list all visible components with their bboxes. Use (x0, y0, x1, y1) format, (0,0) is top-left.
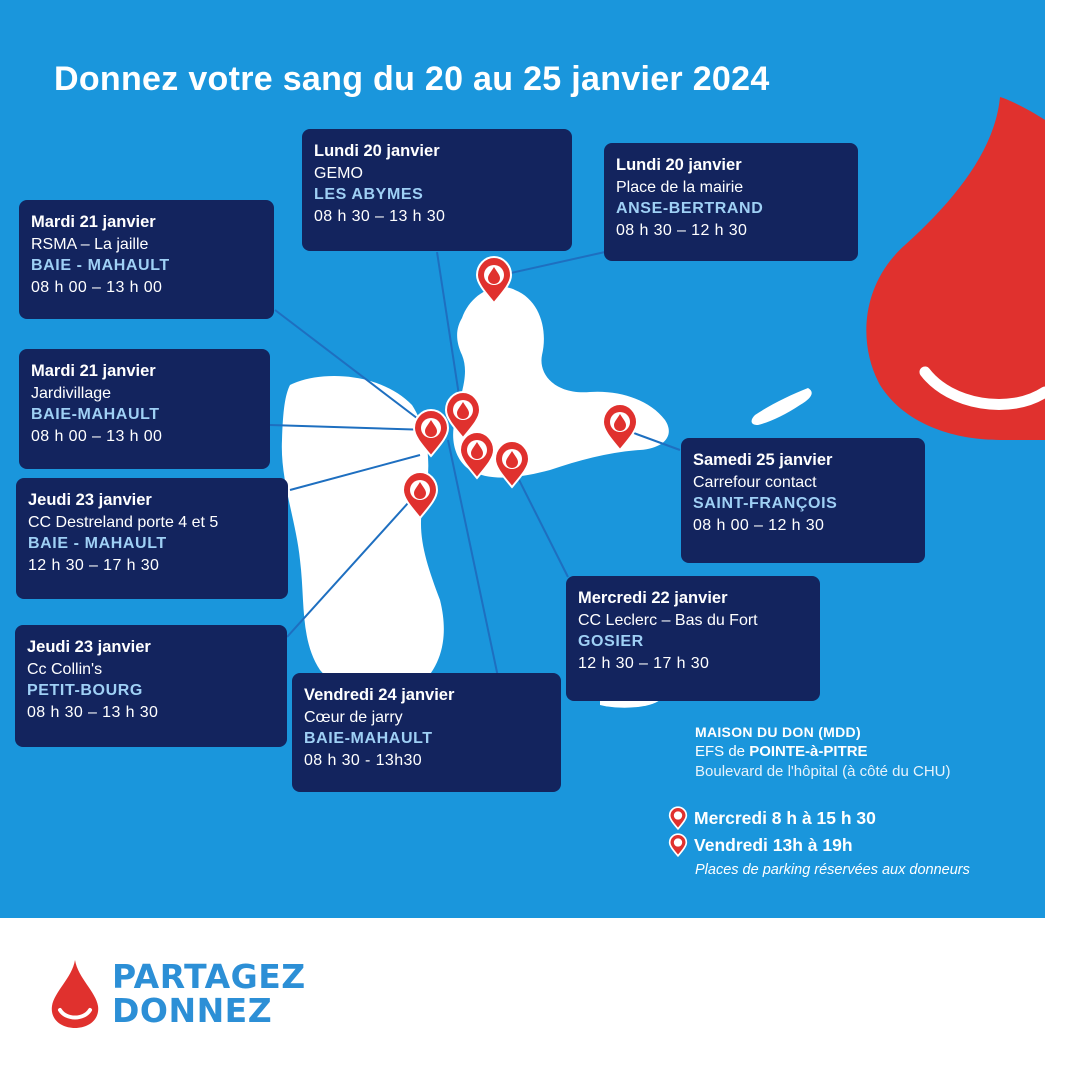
island-desirade (752, 388, 812, 425)
logo-line: PARTAGEZ (112, 957, 306, 996)
session-day: Lundi 20 janvier (314, 142, 440, 160)
map-pin-icon (668, 806, 688, 830)
maison-du-don-info (695, 722, 951, 782)
session-day: Samedi 25 janvier (693, 451, 833, 469)
big-blood-drop-icon (866, 97, 1045, 440)
map-pin-icon (668, 833, 688, 857)
session-hours: 08 h 30 – 13 h 30 (27, 703, 159, 721)
parking-note: Places de parking réservées aux donneurs (695, 862, 970, 878)
mdd-efs-city: POINTE-à-PITRE (749, 743, 868, 760)
session-place: CC Destreland porte 4 et 5 (28, 513, 219, 531)
session-day: Vendredi 24 janvier (304, 686, 455, 704)
session-hours: 08 h 30 – 12 h 30 (616, 221, 748, 239)
page-title: Donnez votre sang du 20 au 25 janvier 2024 (54, 60, 770, 98)
session-place: Cc Collin's (27, 660, 103, 678)
mdd-efs (695, 742, 951, 762)
mdd-schedule-item (668, 806, 876, 830)
session-card (566, 576, 820, 701)
session-card (681, 438, 925, 563)
session-city: BAIE - MAHAULT (28, 535, 167, 552)
session-hours: 12 h 30 – 17 h 30 (578, 654, 710, 672)
session-city: BAIE-MAHAULT (31, 406, 160, 423)
session-place: Carrefour contact (693, 473, 817, 491)
session-place: RSMA – La jaille (31, 235, 149, 253)
session-card (604, 143, 858, 261)
session-city: ANSE-BERTRAND (616, 200, 764, 217)
session-card (19, 349, 270, 469)
logo-line: DONNEZ (112, 991, 273, 1030)
mdd-schedule-text: Vendredi 13h à 19h (694, 834, 853, 855)
session-city: GOSIER (578, 633, 644, 650)
island-grande-terre (453, 287, 669, 478)
mdd-schedule-item (668, 833, 853, 857)
session-hours: 12 h 30 – 17 h 30 (28, 556, 160, 574)
session-card (292, 673, 561, 792)
session-hours: 08 h 00 – 13 h 00 (31, 278, 163, 296)
mdd-efs-prefix: EFS de (695, 743, 750, 760)
session-place: GEMO (314, 164, 363, 182)
session-city: SAINT-FRANÇOIS (693, 495, 838, 512)
session-card (302, 129, 572, 251)
session-hours: 08 h 00 – 13 h 00 (31, 427, 163, 445)
session-day: Mardi 21 janvier (31, 213, 156, 231)
session-day: Jeudi 23 janvier (28, 491, 152, 509)
session-day: Mardi 21 janvier (31, 362, 156, 380)
session-city: PETIT-BOURG (27, 682, 143, 699)
logo-text (112, 957, 306, 1030)
session-day: Jeudi 23 janvier (27, 638, 151, 656)
mdd-address: Boulevard de l'hôpital (à côté du CHU) (695, 763, 951, 780)
session-card (15, 625, 287, 747)
session-hours: 08 h 00 – 12 h 30 (693, 516, 825, 534)
session-city: BAIE-MAHAULT (304, 730, 433, 747)
blood-drop-icon (48, 958, 102, 1030)
partagez-donnez-logo (48, 958, 306, 1030)
session-card (19, 200, 274, 319)
session-city: LES ABYMES (314, 186, 424, 203)
session-card (16, 478, 288, 599)
session-city: BAIE - MAHAULT (31, 257, 170, 274)
session-hours: 08 h 30 – 13 h 30 (314, 207, 446, 225)
session-day: Mercredi 22 janvier (578, 589, 728, 607)
session-place: CC Leclerc – Bas du Fort (578, 611, 758, 629)
mdd-title: MAISON DU DON (MDD) (695, 724, 861, 740)
island-basse-terre (282, 376, 444, 698)
session-hours: 08 h 30 - 13h30 (304, 751, 423, 769)
session-place: Place de la mairie (616, 178, 744, 196)
session-place: Jardivillage (31, 384, 112, 402)
session-day: Lundi 20 janvier (616, 156, 742, 174)
mdd-schedule-text: Mercredi 8 h à 15 h 30 (694, 807, 876, 828)
session-place: Cœur de jarry (304, 708, 403, 726)
